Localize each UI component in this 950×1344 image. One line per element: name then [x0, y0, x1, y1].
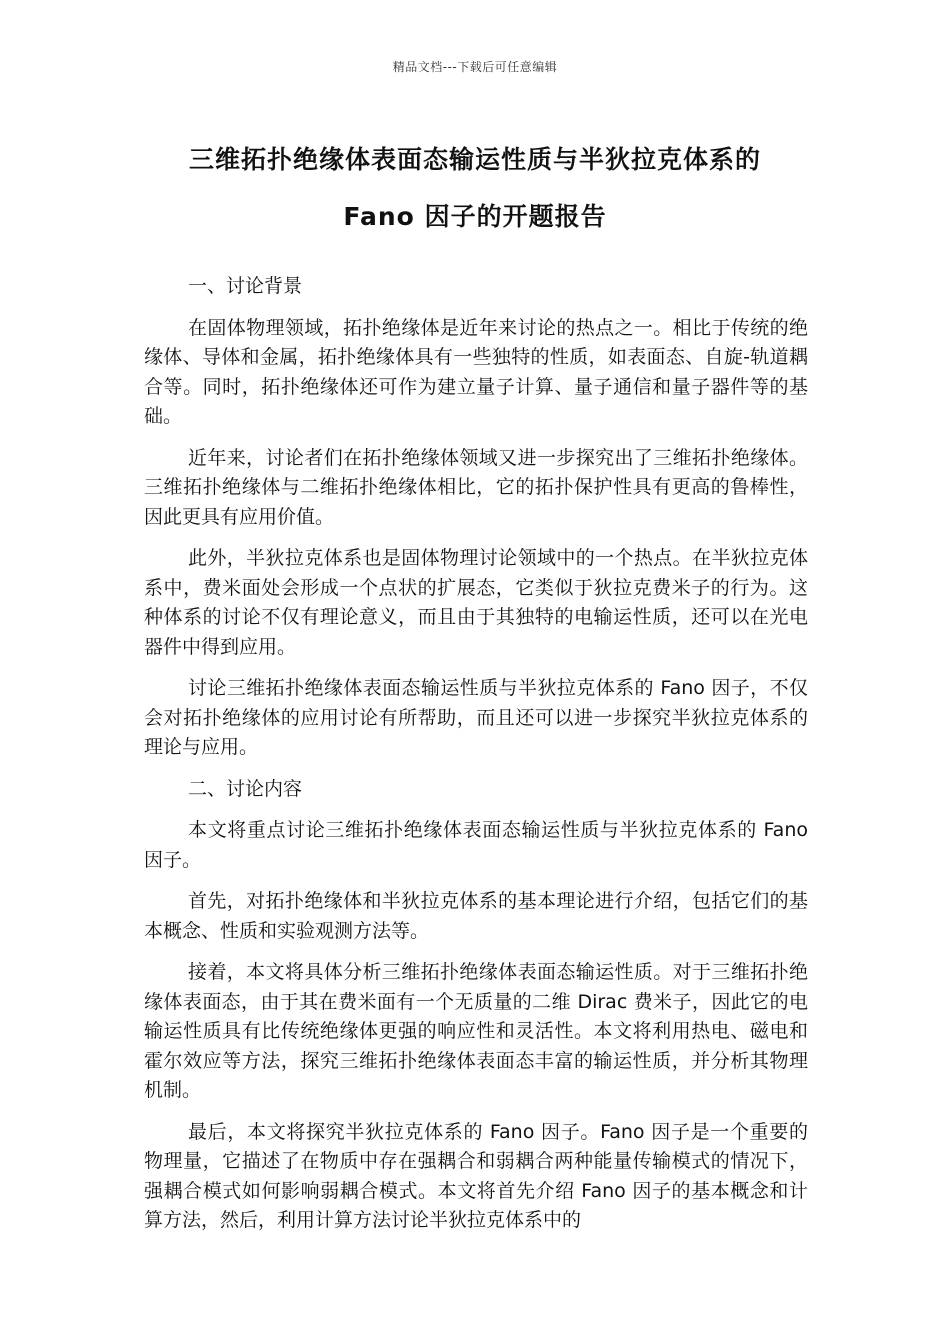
paragraph: 近年来，讨论者们在拓扑绝缘体领域又进一步探究出了三维拓扑绝缘体。三维拓扑绝缘体与二维拓扑绝缘体相比，它的拓扑保护性具有更高的鲁棒性，因此更具有应用价值。: [144, 446, 808, 528]
paragraph: 讨论三维拓扑绝缘体表面态输运性质与半狄拉克体系的 Fano 因子，不仅会对拓扑绝缘体的应用讨论有所帮助，而且还可以进一步探究半狄拉克体系的理论与应用。: [144, 677, 808, 758]
section-heading-background: 一、讨论背景: [188, 275, 303, 297]
page-title-line-1: 三维拓扑绝缘体表面态输运性质与半狄拉克体系的: [188, 145, 761, 174]
page-title-line-2: Fano 因子的开题报告: [343, 202, 607, 231]
paragraph: 首先，对拓扑绝缘体和半狄拉克体系的基本理论进行介绍，包括它们的基本概念、性质和实验观测方法等。: [144, 890, 808, 942]
paragraph: 本文将重点讨论三维拓扑绝缘体表面态输运性质与半狄拉克体系的 Fano 因子。: [144, 819, 808, 871]
section-heading-content: 二、讨论内容: [188, 777, 303, 800]
paragraph: 最后，本文将探究半狄拉克体系的 Fano 因子。Fano 因子是一个重要的物理量，它描述了在物质中存在强耦合和弱耦合两种能量传输模式的情况下，强耦合模式如何影响弱耦合模式。本文将首先介绍 Fano 因子的基本概念和计算方法，然后，利用计算方法讨论半狄拉克体系中的: [144, 1120, 808, 1231]
header-note: 精品文档---下载后可任意编辑: [392, 60, 558, 74]
paragraph: 接着，本文将具体分析三维拓扑绝缘体表面态输运性质。对于三维拓扑绝缘体表面态，由于其在费米面有一个无质量的二维 Dirac 费米子，因此它的电输运性质具有比传统绝缘体更强的响应性和灵活性。本文将利用热电、磁电和霍尔效应等方法，探究三维拓扑绝缘体表面态丰富的输运性质，并分析其物理机制。: [144, 961, 808, 1101]
paragraph: 此外，半狄拉克体系也是固体物理讨论领域中的一个热点。在半狄拉克体系中，费米面处会形成一个点状的扩展态，它类似于狄拉克费米子的行为。这种体系的讨论不仅有理论意义，而且由于其独特的电输运性质，还可以在光电器件中得到应用。: [144, 547, 808, 658]
document-body: [144, 272, 808, 1248]
paragraph: 在固体物理领域，拓扑绝缘体是近年来讨论的热点之一。相比于传统的绝缘体、导体和金属，拓扑绝缘体具有一些独特的性质，如表面态、自旋-轨道耦合等。同时，拓扑绝缘体还可作为建立量子计算、量子通信和量子器件等的基础。: [144, 316, 808, 427]
